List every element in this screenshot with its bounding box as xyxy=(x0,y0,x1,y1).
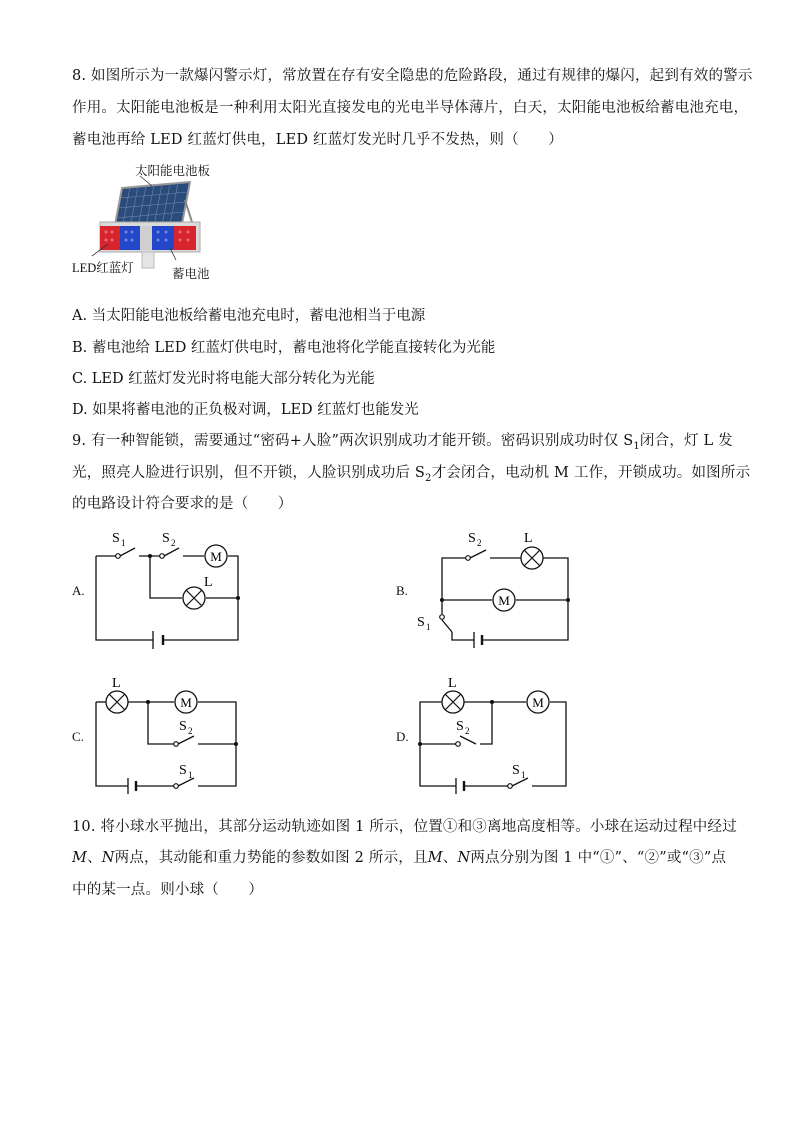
svg-text:L: L xyxy=(204,575,213,590)
svg-text:S: S xyxy=(417,615,425,630)
solar-panel-label: 太阳能电池板 xyxy=(135,164,211,178)
circuit-b-diagram xyxy=(412,528,577,652)
q9-line-1 xyxy=(72,431,733,457)
q10-sep-2: 、 xyxy=(442,850,458,866)
q9-line-2-text-a: 光，照亮人脸进行识别，但不开锁，人脸识别成功后 S xyxy=(72,465,426,481)
q10-line-3: 中的某一点。则小球（ ） xyxy=(72,882,264,898)
svg-text:S: S xyxy=(512,763,520,778)
q10-point-m: M xyxy=(72,850,88,866)
svg-text:1: 1 xyxy=(426,622,431,632)
q8-line-3: 蓄电池再给 LED 红蓝灯供电，LED 红蓝灯发光时几乎不发热，则（ ） xyxy=(72,132,563,148)
svg-text:L: L xyxy=(524,531,533,546)
q8-option-d: D. 如果将蓄电池的正负极对调，LED 红蓝灯也能发光 xyxy=(72,402,419,418)
q10-point-n-2: N xyxy=(457,850,471,866)
svg-text:L: L xyxy=(112,676,121,691)
q10-line-2-text-b: 两点分别为图 1 中“①”、“②”或“③”点 xyxy=(470,850,727,866)
svg-text:2: 2 xyxy=(465,726,470,736)
svg-text:S: S xyxy=(162,531,170,546)
q9-line-2-text-b: 才会闭合，电动机 M 工作，开锁成功。如图所示 xyxy=(431,465,751,481)
svg-text:S: S xyxy=(468,531,476,546)
q8-line-1: 8. 如图所示为一款爆闪警示灯，常放置在存有安全隐患的危险路段，通过有规律的爆闪，起到有效的警示 xyxy=(72,68,753,84)
svg-text:M: M xyxy=(498,593,510,608)
svg-text:1: 1 xyxy=(188,770,193,780)
svg-text:S: S xyxy=(456,719,464,734)
circuit-a-diagram xyxy=(90,528,250,652)
circuit-d-label: D. xyxy=(396,729,409,744)
q9-line-1-sub: 1 xyxy=(633,440,640,452)
q10-point-n: N xyxy=(101,850,115,866)
led-light-label: LED红蓝灯 xyxy=(72,261,134,275)
circuit-c-diagram xyxy=(90,672,250,800)
svg-text:S: S xyxy=(179,719,187,734)
circuit-d-diagram xyxy=(412,672,577,800)
q10-line-1: 10. 将小球水平抛出，其部分运动轨迹如图 1 所示，位置①和③离地高度相等。小球在运动过程中经过 xyxy=(72,819,737,835)
q10-line-2 xyxy=(72,848,726,868)
svg-text:M: M xyxy=(210,549,222,564)
q9-line-2 xyxy=(72,463,750,489)
q10-line-2-text-a: 两点，其动能和重力势能的参数如图 2 所示，且 xyxy=(114,850,428,866)
circuit-a-label: A. xyxy=(72,583,85,598)
q10-sep: 、 xyxy=(87,850,102,866)
svg-text:2: 2 xyxy=(188,726,193,736)
circuit-c-label: C. xyxy=(72,729,84,744)
q8-line-2: 作用。太阳能电池板是一种利用太阳光直接发电的光电半导体薄片，白天，太阳能电池板给蓄电池充电， xyxy=(72,100,749,116)
q8-option-a: A. 当太阳能电池板给蓄电池充电时，蓄电池相当于电源 xyxy=(72,308,426,324)
q9-line-3: 的电路设计符合要求的是（ ） xyxy=(72,496,293,512)
svg-text:M: M xyxy=(180,695,192,710)
svg-text:L: L xyxy=(448,676,457,691)
svg-text:S: S xyxy=(112,531,120,546)
q8-option-c: C. LED 红蓝灯发光时将电能大部分转化为光能 xyxy=(72,371,375,387)
q8-option-b: B. 蓄电池给 LED 红蓝灯供电时，蓄电池将化学能直接转化为光能 xyxy=(72,340,496,356)
svg-text:1: 1 xyxy=(521,770,526,780)
svg-text:2: 2 xyxy=(477,538,482,548)
q10-point-m-2: M xyxy=(427,850,443,866)
svg-text:S: S xyxy=(179,763,187,778)
q9-line-1-text-a: 9. 有一种智能锁，需要通过“密码+人脸”两次识别成功才能开锁。密码识别成功时仅 S xyxy=(72,433,634,449)
svg-text:M: M xyxy=(532,695,544,710)
battery-label: 蓄电池 xyxy=(172,267,210,281)
circuit-b-label: B. xyxy=(396,583,408,598)
q9-line-2-sub: 2 xyxy=(425,472,432,484)
svg-text:2: 2 xyxy=(171,538,176,548)
q9-line-1-text-b: 闭合，灯 L 发 xyxy=(639,433,733,449)
svg-text:1: 1 xyxy=(121,538,126,548)
